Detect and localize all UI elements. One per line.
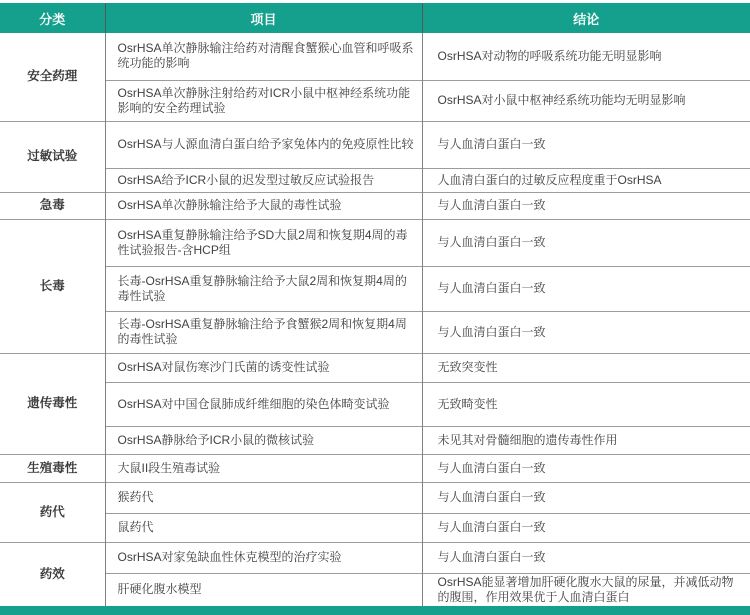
item-cell: OsrHSA静脉给予ICR小鼠的微核试验 (105, 426, 422, 454)
item-cell: 肝硬化腹水模型 (105, 573, 422, 606)
item-cell: OsrHSA单次静脉注射给药对ICR小鼠中枢神经系统功能影响的安全药理试验 (105, 80, 422, 121)
header-category: 分类 (0, 3, 105, 33)
category-cell: 生殖毒性 (0, 454, 105, 482)
conclusion-cell: 无致畸变性 (422, 382, 750, 426)
table-bottom-accent-bar (0, 606, 750, 615)
conclusion-cell: 与人血清白蛋白一致 (422, 219, 750, 266)
table-row (0, 121, 750, 168)
table-row (0, 482, 750, 513)
conclusion-cell: 人血清白蛋白的过敏反应程度重于OsrHSA (422, 168, 750, 192)
table-row (0, 266, 750, 311)
table-row (0, 513, 750, 542)
conclusion-cell: 无致突变性 (422, 353, 750, 382)
item-cell: OsrHSA单次静脉输注给予大鼠的毒性试验 (105, 192, 422, 219)
table-row (0, 192, 750, 219)
table-row (0, 168, 750, 192)
conclusion-cell: 与人血清白蛋白一致 (422, 513, 750, 542)
item-cell: OsrHSA对中国仓鼠肺成纤维细胞的染色体畸变试验 (105, 382, 422, 426)
conclusion-cell: OsrHSA对小鼠中枢神经系统功能均无明显影响 (422, 80, 750, 121)
conclusion-cell: 与人血清白蛋白一致 (422, 454, 750, 482)
category-cell: 药代 (0, 482, 105, 542)
conclusion-cell: 与人血清白蛋白一致 (422, 311, 750, 353)
category-cell: 安全药理 (0, 33, 105, 121)
category-cell: 过敏试验 (0, 121, 105, 192)
item-cell: 长毒-OsrHSA重复静脉输注给予食蟹猴2周和恢复期4周的毒性试验 (105, 311, 422, 353)
study-results-table (0, 3, 750, 606)
conclusion-cell: OsrHSA能显著增加肝硬化腹水大鼠的尿量，并减低动物的腹围，作用效果优于人血清白蛋白 (422, 573, 750, 606)
category-cell: 急毒 (0, 192, 105, 219)
item-cell: OsrHSA对家兔缺血性休克模型的治疗实验 (105, 542, 422, 573)
item-cell: OsrHSA重复静脉输注给予SD大鼠2周和恢复期4周的毒性试验报告-含HCP组 (105, 219, 422, 266)
item-cell: OsrHSA给予ICR小鼠的迟发型过敏反应试验报告 (105, 168, 422, 192)
item-cell: 猴药代 (105, 482, 422, 513)
conclusion-cell: 未见其对骨髓细胞的遗传毒性作用 (422, 426, 750, 454)
conclusion-cell: 与人血清白蛋白一致 (422, 192, 750, 219)
table-row (0, 454, 750, 482)
header-item: 项目 (105, 3, 422, 33)
category-cell: 遗传毒性 (0, 353, 105, 454)
conclusion-cell: 与人血清白蛋白一致 (422, 482, 750, 513)
table-row (0, 542, 750, 573)
table-row (0, 219, 750, 266)
item-cell: OsrHSA单次静脉输注给药对清醒食蟹猴心血管和呼吸系统功能的影响 (105, 33, 422, 80)
table-row (0, 382, 750, 426)
header-conclusion: 结论 (422, 3, 750, 33)
table-row (0, 353, 750, 382)
table-row (0, 33, 750, 80)
conclusion-cell: OsrHSA对动物的呼吸系统功能无明显影响 (437, 48, 662, 63)
category-cell: 药效 (0, 542, 105, 606)
conclusion-cell: 与人血清白蛋白一致 (422, 542, 750, 573)
item-cell: OsrHSA对鼠伤寒沙门氏菌的诱变性试验 (105, 353, 422, 382)
conclusion-cell: 与人血清白蛋白一致 (422, 121, 750, 168)
table-row (0, 426, 750, 454)
category-cell: 长毒 (0, 219, 105, 353)
table-row (0, 573, 750, 606)
table-header-row (0, 3, 750, 33)
table-row (0, 311, 750, 353)
item-cell: 鼠药代 (105, 513, 422, 542)
conclusion-cell: 与人血清白蛋白一致 (422, 266, 750, 311)
table-row (0, 80, 750, 121)
item-cell: 大鼠II段生殖毒试验 (105, 454, 422, 482)
item-cell: OsrHSA与人源血清白蛋白给予家兔体内的免疫原性比较 (105, 121, 422, 168)
item-cell: 长毒-OsrHSA重复静脉输注给予大鼠2周和恢复期4周的毒性试验 (105, 266, 422, 311)
